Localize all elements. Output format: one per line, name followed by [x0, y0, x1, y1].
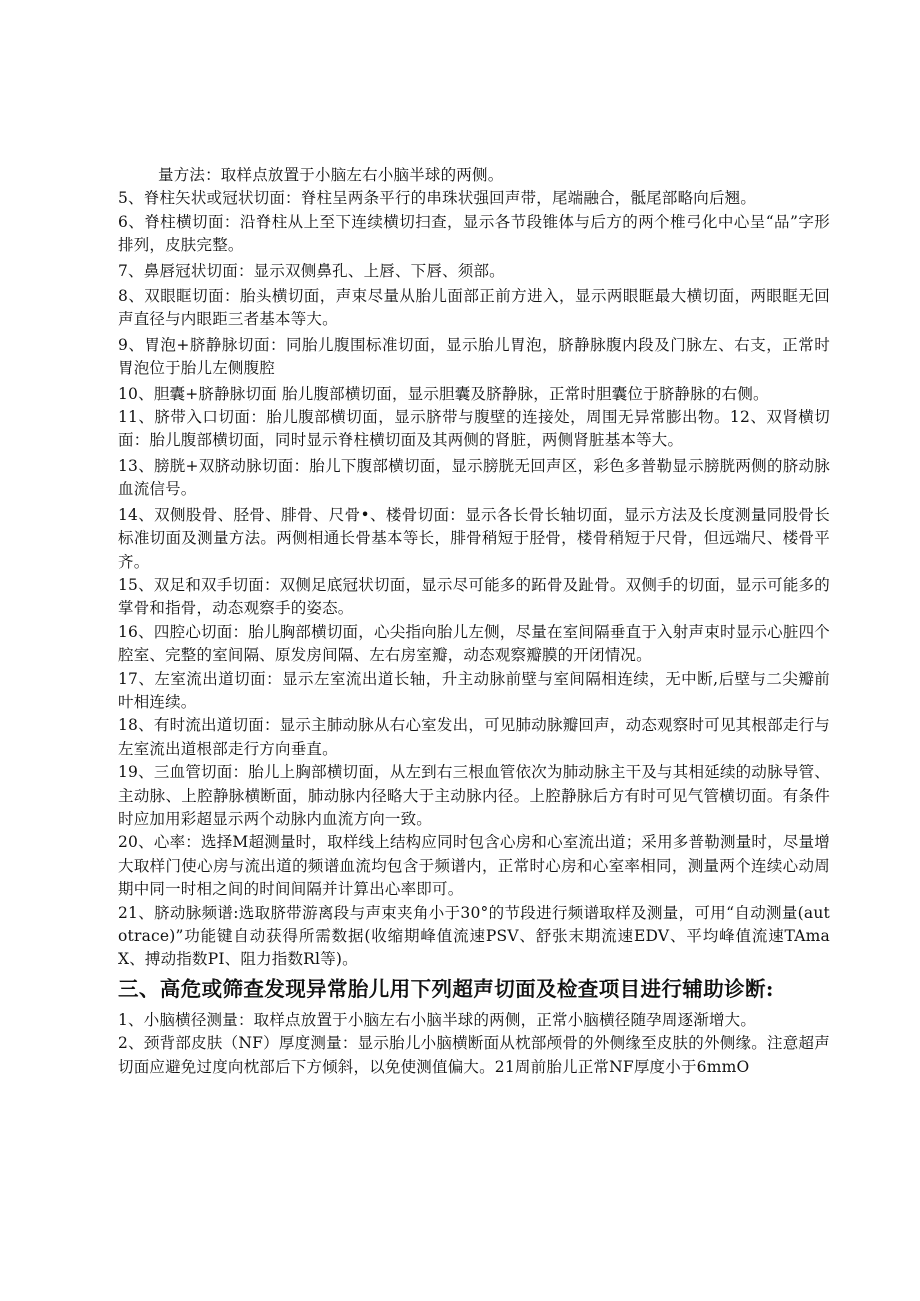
paragraph-item-20: 20、心率：选择M超测量时，取样线上结构应同时包含心房和心室流出道；采用多普勒测量时，尽量增大取样门使心房与流出道的频谱血流均包含于频谱内，正常时心房和心室率相同，测量两个连续心动周期中同一时相之间的时间间隔并计算出心率即可。 — [118, 833, 830, 899]
paragraph-item-14: 14、双侧股骨、胫骨、腓骨、尺骨•、楼骨切面：显示各长骨长轴切面，显示方法及长度测量同股骨长标准切面及测量方法。两侧相通长骨基本等长，腓骨稍短于胫骨，楼骨稍短于尺骨，但远端尺、楼骨平齐。 — [118, 505, 830, 571]
document-page — [118, 164, 830, 1079]
paragraph-item-16: 16、四腔心切面：胎儿胸部横切面，心尖指向胎儿左侧，尽量在室间隔垂直于入射声束时显示心脏四个腔室、完整的室间隔、原发房间隔、左右房室瓣，动态观察瓣膜的开闭情况。 — [118, 622, 830, 665]
paragraph-item-6: 6、脊柱横切面：沿脊柱从上至下连续横切扫查，显示各节段锥体与后方的两个椎弓化中心呈“品”字形排列，皮肤完整。 — [118, 212, 830, 255]
paragraph-followup-2: 2、颈背部皮肤（NF）厚度测量：显示胎儿小脑横断面从枕部颅骨的外侧缘至皮肤的外侧缘。注意超声切面应避免过度向枕部后下方倾斜，以免使测值偏大。21周前胎儿正常NF厚度小于6mmO — [118, 1034, 830, 1076]
paragraph-item-9: 9、胃泡+脐静脉切面：同胎儿腹围标准切面，显示胎儿胃泡，脐静脉腹内段及门脉左、右支，正常时胃泡位于胎儿左侧腹腔 — [118, 335, 830, 378]
paragraph-item-17: 17、左室流出道切面：显示左室流出道长轴，升主动脉前壁与室间隔相连续，无中断,后壁与二尖瓣前叶相连续。 — [118, 669, 830, 711]
paragraph-item-5: 5、脊柱矢状或冠状切面：脊柱呈两条平行的串珠状强回声带，尾端融合，骶尾部略向后翘。 — [118, 189, 757, 208]
paragraph-item-15: 15、双足和双手切面：双侧足底冠状切面，显示尽可能多的跖骨及趾骨。双侧手的切面，显示可能多的掌骨和指骨，动态观察手的姿态。 — [118, 575, 830, 618]
paragraph-item-18: 18、有时流出道切面：显示主肺动脉从右心室发出，可见肺动脉瓣回声，动态观察时可见其根部走行与左室流出道根部走行方向垂直。 — [118, 716, 830, 758]
paragraph-item-13: 13、膀胱+双脐动脉切面：胎儿下腹部横切面，显示膀胱无回声区，彩色多普勒显示膀胱两侧的脐动脉血流信号。 — [118, 456, 830, 499]
paragraph-item-11-12: 11、脐带入口切面：胎儿腹部横切面，显示脐带与腹壁的连接处，周围无异常膨出物。12、双肾横切面：胎儿腹部横切面，同时显示脊柱横切面及其两侧的肾脏，两侧肾脏基本等大。 — [118, 408, 830, 450]
paragraph-item-10: 10、胆囊+脐静脉切面 胎儿腹部横切面，显示胆囊及脐静脉，正常时胆囊位于脐静脉的右侧。 — [118, 384, 769, 403]
paragraph-followup-1: 1、小脑横径测量：取样点放置于小脑左右小脑半球的两侧，正常小脑横径随孕周逐渐增大。 — [118, 1010, 757, 1029]
paragraph-item-7: 7、鼻唇冠状切面：显示双侧鼻孔、上唇、下唇、须部。 — [118, 261, 505, 280]
paragraph-item-8: 8、双眼眶切面：胎头横切面，声束尽量从胎儿面部正前方进入，显示两眼眶最大横切面，两眼眶无回声直径与内眼距三者基本等大。 — [118, 287, 830, 329]
paragraph-continuation: 量方法：取样点放置于小脑左右小脑半球的两侧。 — [158, 166, 504, 184]
section-heading: 三、高危或筛查发现异常胎儿用下列超声切面及检查项目进行辅助诊断: — [118, 976, 774, 1001]
paragraph-item-19: 19、三血管切面：胎儿上胸部横切面，从左到右三根血管依次为肺动脉主干及与其相延续的动脉导管、主动脉、上腔静脉横断面，肺动脉内径略大于主动脉内径。上腔静脉后方有时可见气管横切面。有条件时应加用彩超显示两个动脉内血流方向一致。 — [118, 763, 830, 828]
paragraph-item-21: 21、脐动脉频谱:选取脐带游离段与声束夹角小于30°的节段进行频谱取样及测量，可用“自动测量(autotrace)”功能键自动获得所需数据(收缩期峰值流速PSV、舒张末期流速EDV、平均峰值流速TAmaX、搏动指数PI、阻力指数Rl等)。 — [118, 903, 830, 969]
